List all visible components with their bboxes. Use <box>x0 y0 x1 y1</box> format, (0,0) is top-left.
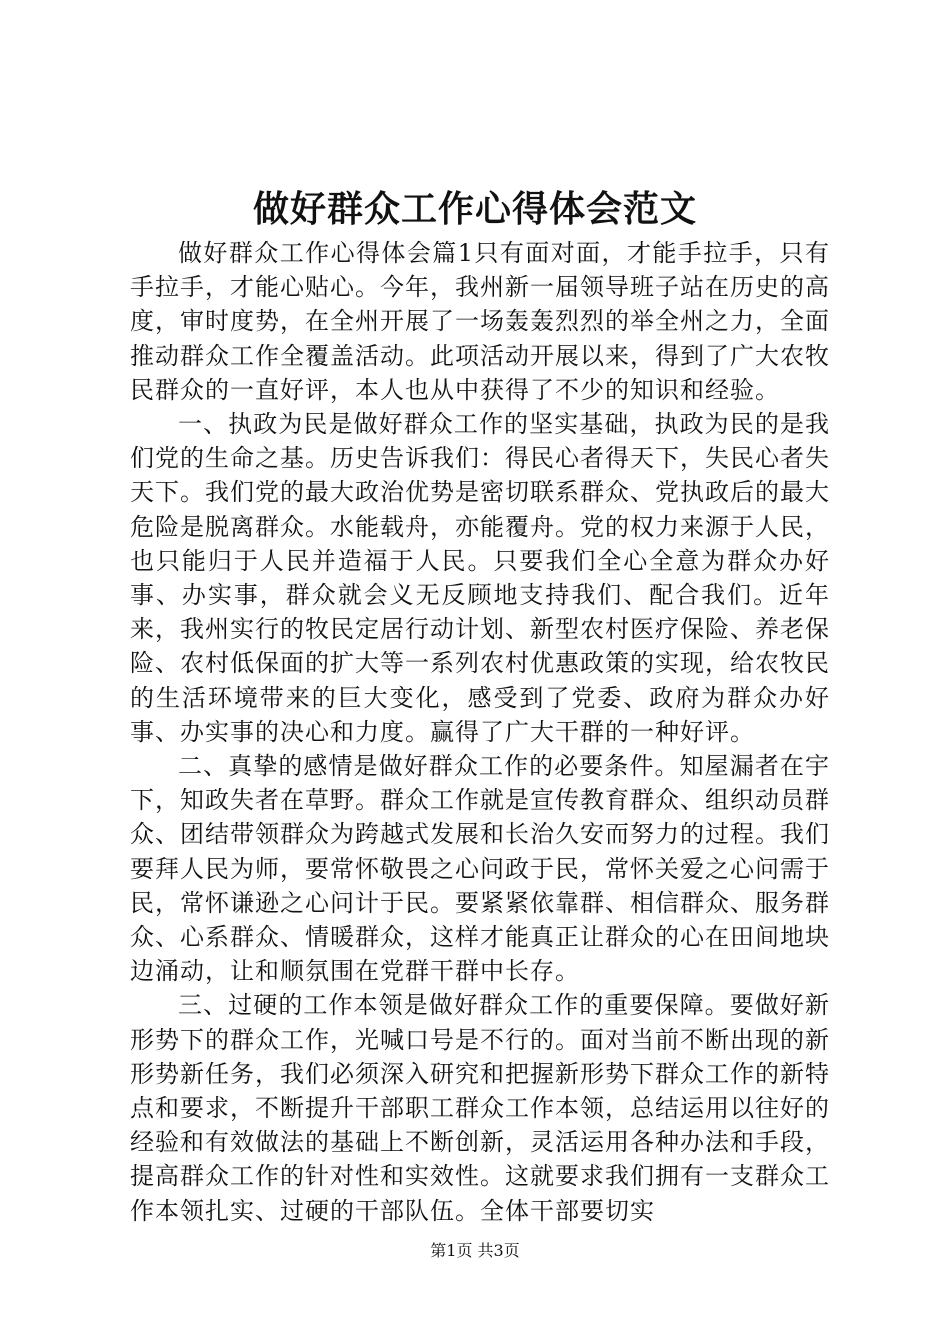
paragraph-intro: 做好群众工作心得体会篇1只有面对面，才能手拉手，只有手拉手，才能心贴心。今年，我州新一届领导班子站在历史的高度，审时度势，在全州开展了一场轰轰烈烈的举全州之力，全面推动群众工作全覆盖活动。此项活动开展以来，得到了广大农牧民群众的一直好评，本人也从中获得了不少的知识和经验。 <box>130 239 830 404</box>
page-number-footer: 第1页 共3页 <box>430 1241 520 1260</box>
paragraph-section-3: 三、过硬的工作本领是做好群众工作的重要保障。要做好新形势下的群众工作，光喊口号是不行的。面对当前不断出现的新形势新任务，我们必须深入研究和把握新形势下群众工作的新特点和要求，不断提升干部职工群众工作本领，总结运用以往好的经验和有效做法的基础上不断创新，灵活运用各种办法和手段，提高群众工作的针对性和实效性。这就要求我们拥有一支群众工作本领扎实、过硬的干部队伍。全体干部要切实 <box>130 991 830 1225</box>
document-title: 做好群众工作心得体会范文 <box>252 188 697 230</box>
document-body <box>130 236 830 1228</box>
paragraph-section-2: 二、真挚的感情是做好群众工作的必要条件。知屋漏者在宇下，知政失者在草野。群众工作就是宣传教育群众、组织动员群众、团结带领群众为跨越式发展和长治久安而努力的过程。我们要拜人民为师，要常怀敬畏之心问政于民，常怀关爱之心问需于民，常怀谦逊之心问计于民。要紧紧依靠群、相信群众、服务群众、心系群众、情暖群众，这样才能真正让群众的心在田间地块边涌动，让和顺氛围在党群干群中长存。 <box>130 752 830 986</box>
paragraph-section-1: 一、执政为民是做好群众工作的坚实基础，执政为民的是我们党的生命之基。历史告诉我们：得民心者得天下，失民心者失天下。我们党的最大政治优势是密切联系群众、党执政后的最大危险是脱离群众。水能载舟，亦能覆舟。党的权力来源于人民，也只能归于人民并造福于人民。只要我们全心全意为群众办好事、办实事，群众就会义无反顾地支持我们、配合我们。近年来，我州实行的牧民定居行动计划、新型农村医疗保险、养老保险、农村低保面的扩大等一系列农村优惠政策的实现，给农牧民的生活环境带来的巨大变化，感受到了党委、政府为群众办好事、办实事的决心和力度。赢得了广大干群的一种好评。 <box>130 410 830 746</box>
